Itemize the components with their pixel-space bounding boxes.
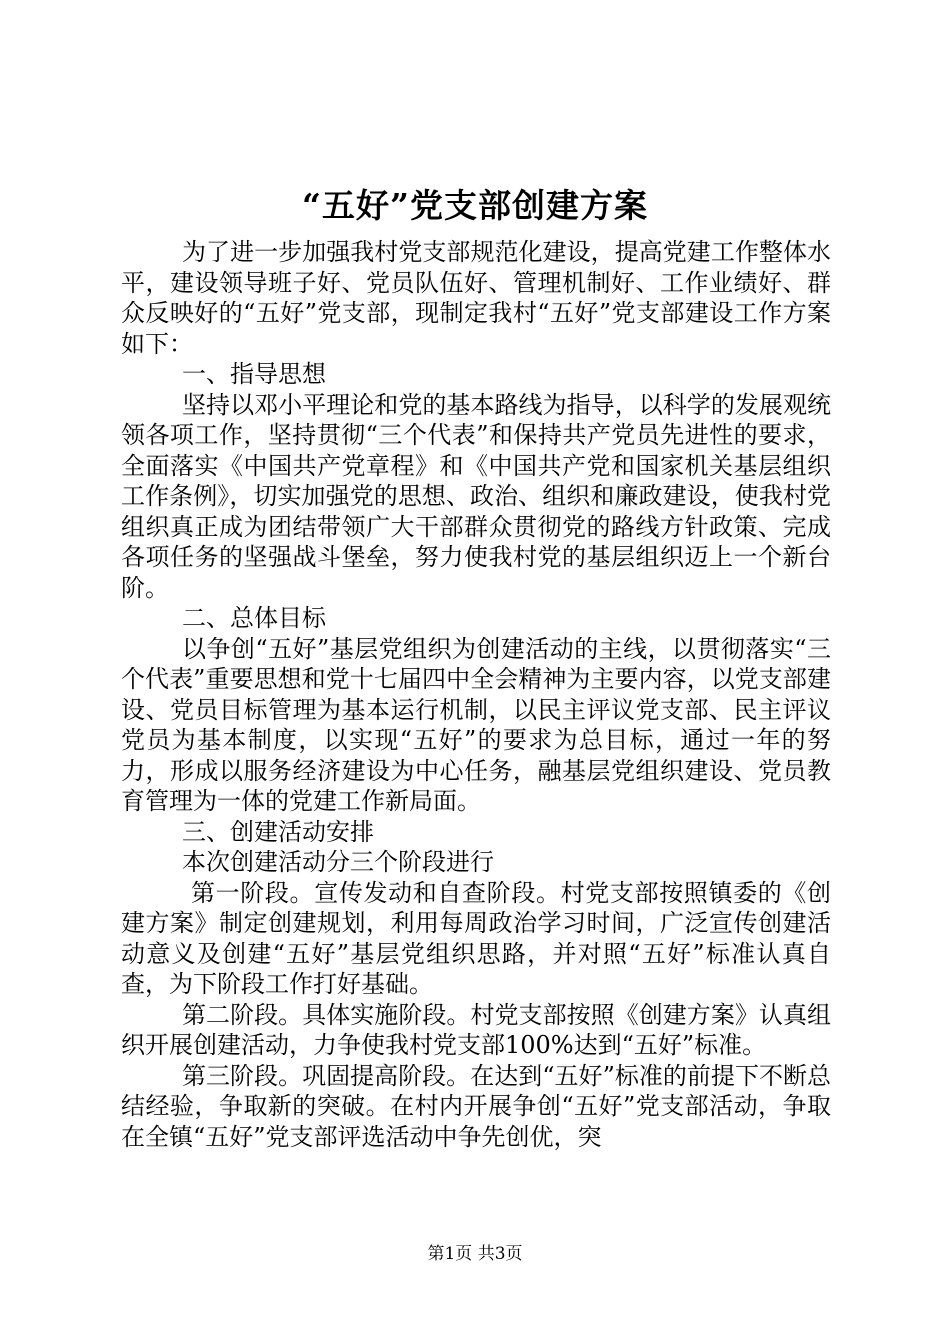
- intro-paragraph: 为了进一步加强我村党支部规范化建设，提高党建工作整体水平，建设领导班子好、党员队伍好、管理机制好、工作业绩好、群众反映好的“五好”党支部，现制定我村“五好”党支部建设工作方案如下：: [121, 238, 831, 358]
- stage-one-paragraph: 第一阶段。宣传发动和自查阶段。村党支部按照镇委的《创建方案》制定创建规划，利用每周政治学习时间，广泛宣传创建活动意义及创建“五好”基层党组织思路，并对照“五好”标准认真自查，为下阶段工作打好基础。: [121, 878, 831, 998]
- document-title: “五好”党支部创建方案: [302, 186, 648, 225]
- stage-two-paragraph: 第二阶段。具体实施阶段。村党支部按照《创建方案》认真组织开展创建活动，力争使我村党支部100%达到“五好”标准。: [121, 1000, 831, 1059]
- guiding-ideology-paragraph: 坚持以邓小平理论和党的基本路线为指导，以科学的发展观统领各项工作，坚持贯彻“三个代表”和保持共产党员先进性的要求，全面落实《中国共产党章程》和《中国共产党和国家机关基层组织工作条例》，切实加强党的思想、政治、组织和廉政建设，使我村党组织真正成为团结带领广大干部群众贯彻党的路线方针政策、完成各项任务的坚强战斗堡垒，努力使我村党的基层组织迈上一个新台阶。: [121, 390, 831, 602]
- section-heading-guiding-ideology: 一、指导思想: [182, 360, 326, 388]
- page-footer: 第1页 共3页: [427, 1244, 523, 1264]
- stage-three-paragraph: 第三阶段。巩固提高阶段。在达到“五好”标准的前提下不断总结经验，争取新的突破。在村内开展争创“五好”党支部活动，争取在全镇“五好”党支部评选活动中争先创优，突: [121, 1061, 831, 1151]
- overall-goal-paragraph: 以争创“五好”基层党组织为创建活动的主线，以贯彻落实“三个代表”重要思想和党十七届四中全会精神为主要内容，以党支部建设、党员目标管理为基本运行机制，以民主评议党支部、民主评议党员为基本制度，以实现“五好”的要求为总目标，通过一年的努力，形成以服务经济建设为中心任务，融基层党组织建设、党员教育管理为一体的党建工作新局面。: [121, 634, 831, 815]
- document-body: [121, 237, 831, 1152]
- section-heading-overall-goal: 二、总体目标: [182, 604, 326, 632]
- section-heading-activity-arrangement: 三、创建活动安排: [182, 817, 374, 846]
- stages-intro-paragraph: 本次创建活动分三个阶段进行: [182, 848, 494, 876]
